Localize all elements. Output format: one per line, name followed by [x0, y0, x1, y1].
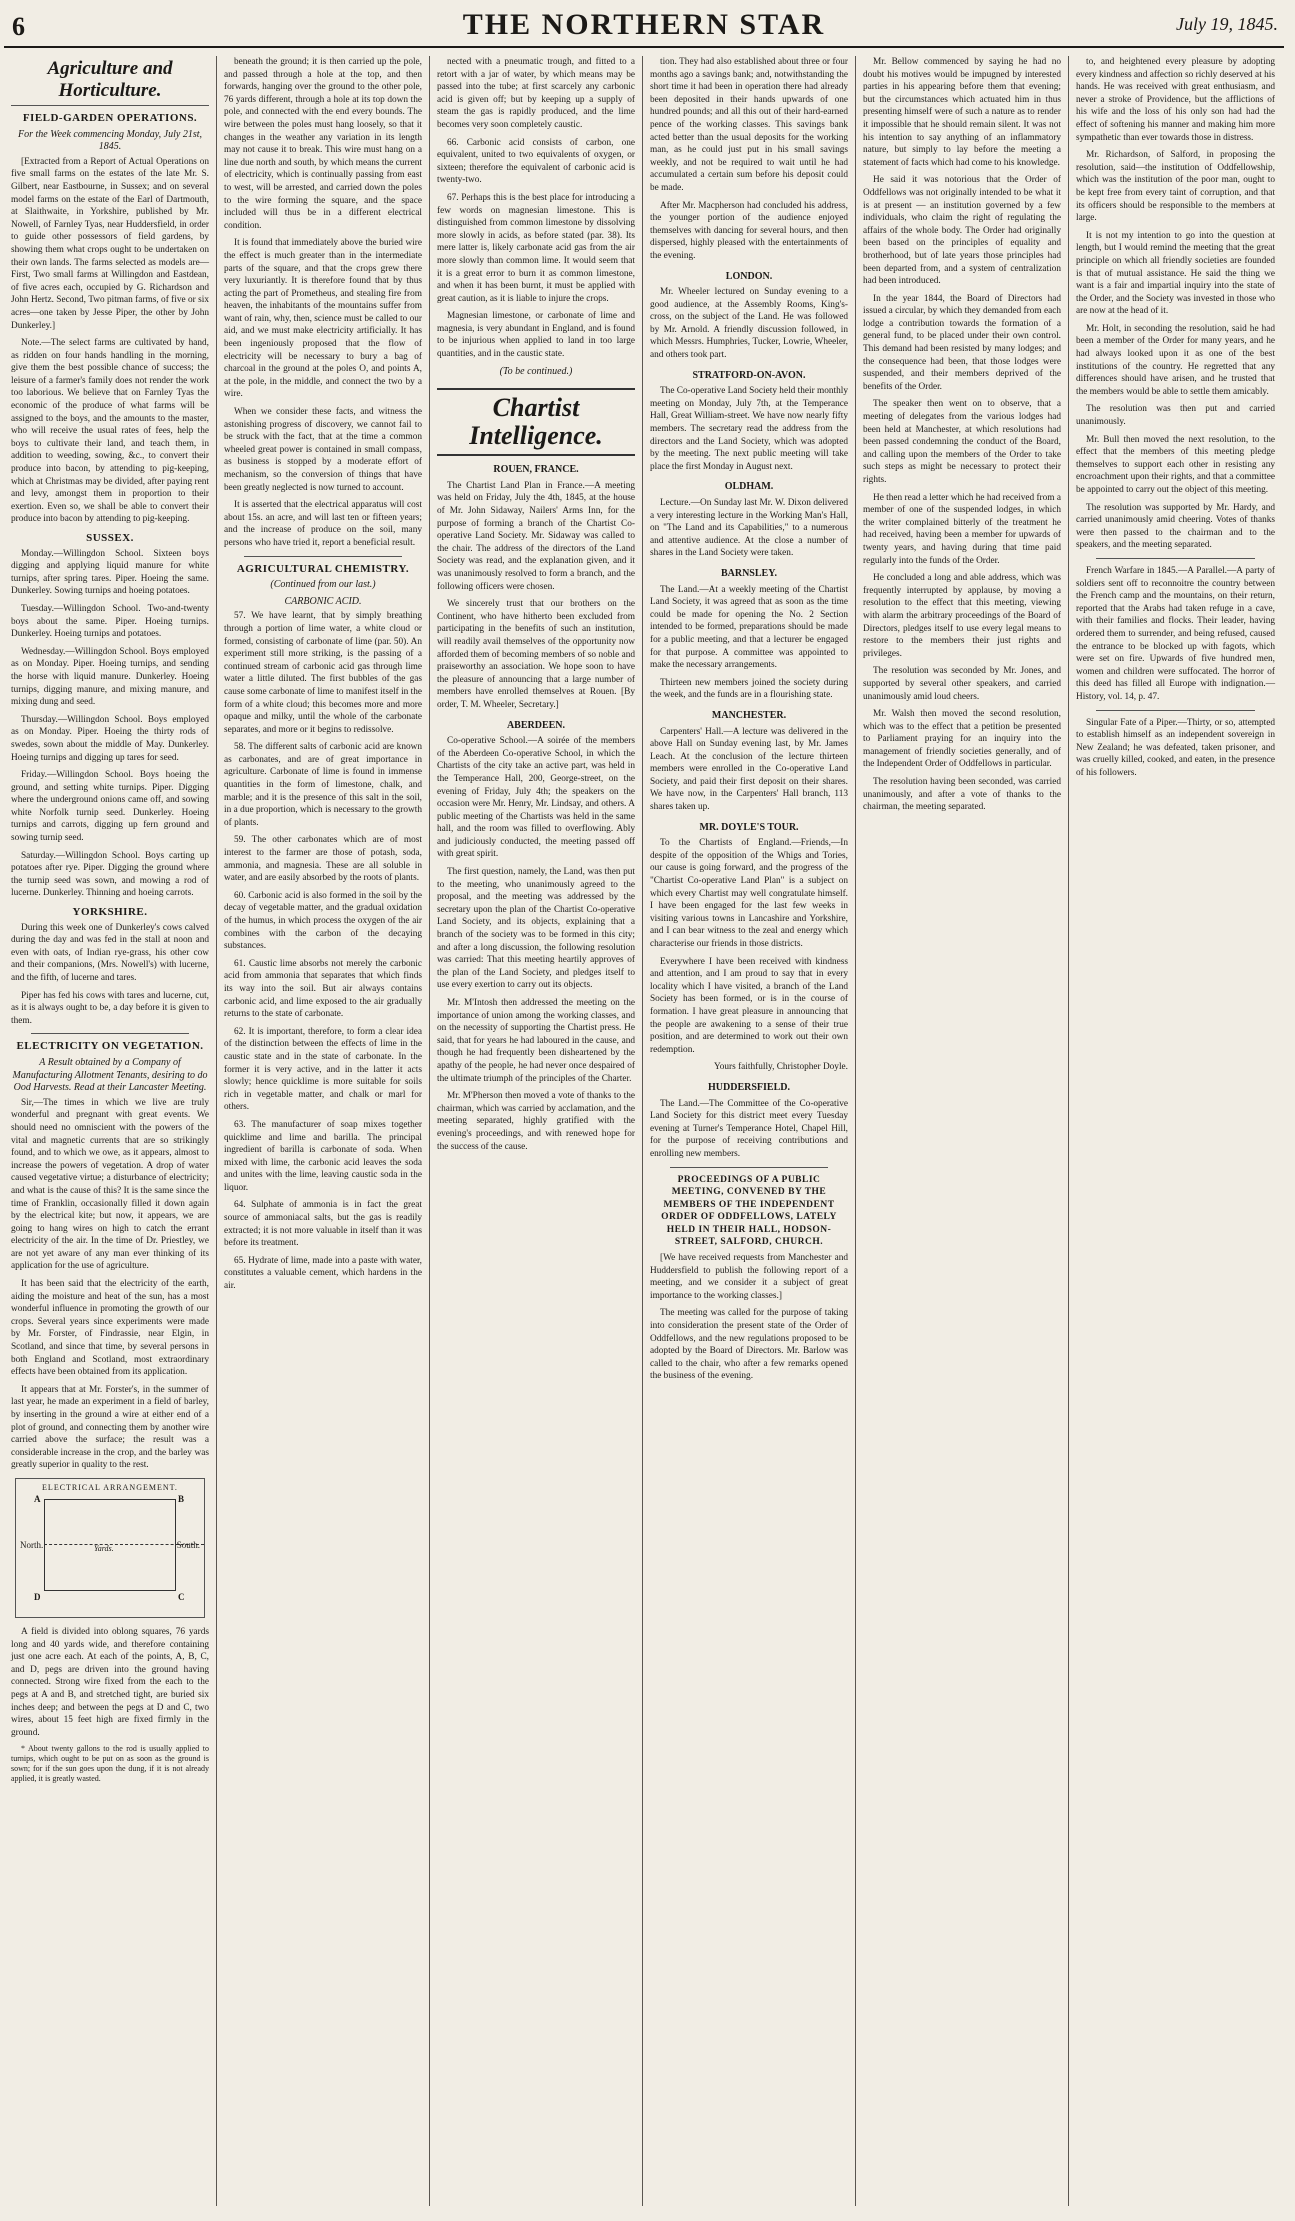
paragraph: He then read a letter which he had received from a member of one of the suspended lodges, in which the writer complained bitterly of the treatment he had received, having been a member for upwards of twenty years, and having during that time paid regularly into the funds of the Order. — [863, 492, 1061, 566]
paragraph: When we consider these facts, and witness the astonishing progress of discovery, we cannot fail to be struck with the fact, that at the time a common wheeled great power is contained in small compass, as business is stopped by a moderate effort of mechanism, so the conversion of things that have been greatly neglected is now turned to account. — [224, 407, 422, 493]
paragraph: Everywhere I have been received with kindness and attention, and I am proud to say that in every locality which I have visited, a branch of the Land Society has been formed, or is in the course of formation. I have great pleasure in announcing that the people are awakening to a sense of their true position, and are determined to work out their own redemption. — [650, 956, 848, 1055]
section-title-chartist: Chartist Intelligence. — [437, 388, 635, 456]
diagram-title: ELECTRICAL ARRANGEMENT. — [42, 1482, 178, 1492]
paragraph: A field is divided into oblong squares, 76 yards long and 40 yards wide, and therefore containing just one acre each. At each of the points, A, B, C, and D, pegs are driven into the ground having connected. Strong wire fixed from the each to the pegs at A and B, and stretched tight, are buried six inches deep; and between the pegs at D and C, two wires, about 15 feet high are fixed firmly in the ground. — [11, 1626, 209, 1738]
column-5 — [856, 56, 1069, 2206]
diagram-label-b: B — [178, 1493, 185, 1504]
continued-note: (Continued from our last.) — [270, 579, 376, 591]
heading-barnsley: BARNSLEY. — [720, 567, 778, 579]
footnote: * About twenty gallons to the rod is usually applied to turnips, which ought to be put on as soon as the ground is sown; for if the sun goes upon the dung, if it is not already applied, it is greatly wasted. — [11, 1744, 209, 1784]
paragraph: Mr. Bull then moved the next resolution, to the effect that the members of this meeting pledge themselves to support each other in resisting any encroachment upon their rights, and that a committee be appointed to carry out the object of this meeting. — [1076, 434, 1275, 495]
paragraph: Sir,—The times in which we live are truly wonderful and pregnant with great events. We should need no omniscient with the powers of the vital and magnetic currents that are so strikingly found, and to which we owe, as it appears, almost to increase the powers of vegetation. A drop of water caused vegetative virtue; a disturbance of electricity; and what is the cause of this? It is the same since the time of Franklin, occasionally filled it down again by the electrical kite; but now, it appears, we are going to hang wires on high to catch the errant electricity of the air. In the time of Dr. Priestley, we are not yet aware of any man ever thinking of its application for the use of agriculture. — [11, 1097, 209, 1272]
paragraph: Note.—The select farms are cultivated by hand, as ridden on four hands handling in the morning, give them the best possible chance of success; the leisure of a farmer's family does not render the work too laborious. We believe that on Farnley Tyas the economic of the produce of what farms will be assigned to the boys, and the amounts to the master, who will receive the usual rates of fees, help the boys to cultivate their land, and teach them, in addition to weeding, sowing, &c., to convert their produce into bacon, by attending to pig-keeping, which at Christmas may be divided, after paying rent and levy, amongst them in proportion to their exertion. Even so, we shall be able to convert their produce into bacon by attending to pig-keeping. — [11, 338, 209, 525]
paragraph: It is not my intention to go into the question at length, but I would remind the meeting that the great principle on which all friendly societies are founded is that of mutual assistance. He said the thing we want is a fair and impartial inquiry into the state of the Order, and the Society was invested in those who are now at the head of it. — [1076, 230, 1275, 317]
paragraph: beneath the ground; it is then carried up the pole, and passed through a hole at the top, and then forwards, hanging over the ground to the other pole, 76 yards different, through a hole at its top down the pole, and connected with the end every bounds. The wire between the poles must hang loosely, so that it changes in the weather any variation in its length may not cause it to break. This wire must hang on a line due north and south, by which means the current of electricity, which is continually passing from east to west, will be arrested, and carried down the poles to the wire forming the square, and the space included will thus be in a different electrical condition. — [224, 57, 422, 231]
paragraph: It appears that at Mr. Forster's, in the summer of last year, he made an experiment in a field of barley, by inserting in the ground a wire at either end of a plot of ground, and connecting them by another wire carried above the surface; the result was a considerable increase in the crop, and the barley was greatly superior in quality to the rest. — [11, 1384, 209, 1471]
paragraph: 64. Sulphate of ammonia is in fact the great source of ammoniacal salts, but the gas is readily extracted; it is not more valuable in itself than it was before its treatment. — [224, 1200, 422, 1249]
paragraph: The resolution was supported by Mr. Hardy, and carried unanimously amid cheering. Votes of thanks were then passed to the chairman and to the speakers, and the meeting separated. — [1076, 502, 1275, 551]
paragraph: Co-operative School.—A soirée of the members of the Aberdeen Co-operative School, in which the Chartists of the city take an active part, was held in the Temperance Hall, 200, George-street, on the evening of Friday, July 4th; the speakers on the occasion were Mr. Henry, Mr. Lindsay, and others. A public meeting of the Chartists was held in the same hall, and the room was filled to overflowing. Ably and judiciously conducted, the meeting passed off with great spirit. — [437, 736, 635, 860]
heading-field-garden: FIELD-GARDEN OPERATIONS. — [22, 112, 198, 124]
heading-yorkshire: YORKSHIRE. — [72, 906, 148, 919]
heading-sussex: SUSSEX. — [86, 532, 134, 544]
paragraph: We sincerely trust that our brothers on the Continent, who have hitherto been excluded from participating in the benefits of such an institution, will readily avail themselves of the opportunity now afforded them of becoming members of so noble and praiseworthy an association. We hope soon to have the pleasure of announcing that a large number of members have enrolled themselves at Rouen. [By order, T. M. Wheeler, Secretary.] — [437, 599, 635, 710]
paragraph: The meeting was called for the purpose of taking into consideration the present state of the Order of Oddfellows, and the new regulations proposed to be adopted by the Board of Directors. Mr. Barlow was called to the chair, who after a few remarks opened the business of the evening. — [650, 1308, 848, 1382]
diagram-label-yards: Yards. — [94, 1543, 114, 1553]
diagram-label-north: North. — [20, 1539, 44, 1550]
column-3 — [430, 56, 643, 2206]
paragraph: It is found that immediately above the buried wire the effect is much greater than in the intermediate parts of the square, and that the crops grew there very luxuriantly. It is therefore found that by thus acting the part of Prometheus, and stealing fire from heaven, the inhabitants of the mountains suffer from want of rain, why, then, science must be called to our aid, and we must make electricity artificially. It has been ingeniously proposed that the flow of electricity will be necessary to bury a bag of charcoal in the ground at the poles O, and points A, at the pole, in the middle, and connect the two by a wire. — [224, 238, 422, 400]
paragraph-french-warfare: French Warfare in 1845.—A Parallel.—A party of soldiers sent off to reconnoitre the country between the French camp and the mountains, on their return, reported that the Arabs had taken refuge in a cave, with their families and flocks. Their leader, having ordered them to surrender, and being refused, caused the entrance to be blocked up with fagots, which were set on fire. Upwards of five hundred men, women and children were suffocated. The horror of this deed has filled all Europe with indignation.—History, vol. 14, p. 47. — [1076, 565, 1275, 702]
heading-stratford: STRATFORD-ON-AVON. — [692, 369, 806, 381]
paragraph: 67. Perhaps this is the best place for introducing a few words on magnesian limestone. This is distinguished from common limestone by dissolving more slowly in acids, as before stated (par. 38). Its mere latter is, likely carbonate acid gas from the air more slowly than common lime. It would seem that it is a great error to burn it as common limestone, and when it has been burnt, it must be applied with great caution, as it is liable to injure the crops. — [437, 192, 635, 304]
divider — [1096, 710, 1255, 711]
paragraph: Thirteen new members joined the society during the week, and the funds are in a flourishing state. — [650, 677, 848, 701]
paragraph: 57. We have learnt, that by simply breathing through a portion of lime water, a white cloud or formed, consisting of carbonate of lime (par. 50). An experiment still more striking, is the passing of a continued stream of carbonic acid gas through lime water a little diluted. The first bubbles of the gas cause some carbonate of lime to manifest itself in the form of a white cloud; this becomes more and more opaque and milky, until the whole of the carbonate separates, and more or it begins to redissolve. — [224, 611, 423, 735]
heading-aberdeen: ABERDEEN. — [506, 719, 566, 731]
heading-huddersfield: HUDDERSFIELD. — [708, 1081, 790, 1093]
heading-oldham: OLDHAM. — [724, 481, 774, 493]
heading-carbonic-acid: CARBONIC ACID. — [284, 595, 362, 607]
paragraph: 59. The other carbonates which are of most interest to the farmer are those of potash, soda, ammonia, and magnesia. These are all soluble in water, and are easily absorbed by the roots of plants. — [224, 835, 422, 884]
paragraph: Carpenters' Hall.—A lecture was delivered in the above Hall on Sunday evening last, by Mr. James Leach. At the conclusion of the lecture thirteen members were enrolled in the Co-operative Land Society, and paid their first deposit on their shares. We have now, in the Carpenters' Hall branch, 113 shares taken up. — [650, 726, 848, 813]
column-2 — [217, 56, 430, 2206]
paragraph: The Land.—At a weekly meeting of the Chartist Land Society, it was agreed that as soon as the time could be made for opening the No. 2 Section intended to be formed, preparations should be made for a public meeting, and that a lecturer be engaged for that purpose. A committee was appointed to make the necessary arrangements. — [650, 584, 848, 671]
paragraph: Mr. Holt, in seconding the resolution, said he had been a member of the Order for many years, and he had always looked upon it as one of the best institutions of the country. He regretted that any differences should have arisen, and he trusted that the members would be able to settle them amicably. — [1076, 323, 1275, 397]
paragraph: The resolution was seconded by Mr. Jones, and supported by several other speakers, and carried unanimously amid loud cheers. — [863, 666, 1061, 702]
paragraph: 58. The different salts of carbonic acid are known as carbonates, and are of great importance in agriculture. Carbonate of lime is found in immense quantities in the form of limestone, chalk, and marble; and it is the presence of this salt in the soil, in a due proportion, which is necessary to the growth of plants. — [224, 742, 422, 828]
heading-rouen: ROUEN, FRANCE. — [493, 464, 579, 476]
electricity-intro: A Result obtained by a Company of Manufacturing Allotment Tenants, desiring to do Ood Harvests. Read at their Lancaster Meeting. — [12, 1056, 208, 1094]
paragraph: 66. Carbonic acid consists of carbon, one equivalent, united to two equivalents of oxygen, or sixteen; therefore the equivalent of carbonic acid is twenty-two. — [437, 137, 635, 186]
paragraph: The resolution was then put and carried unanimously. — [1076, 404, 1275, 428]
paragraph: [Extracted from a Report of Actual Operations on five small farms on the estates of the late Mr. S. Gilbert, near Eastbourne, in Sussex; and on several model farms on the estate of the Earl of Dartmouth, at Slaithwaite, in Yorkshire, published by Mr. Nowell, of Farnley Tyas, near Huddersfield, in order to guide other possessors of field gardens, by showing them what crops ought to be undertaken on their own lands. The farms selected as models are—First, Two small farms at Willingdon and Eastdean, of five acres each, occupied by G. Richardson and John Hertz. Second, Two pitman farms, of five or six acres—one taken by Jesse Piper, the other by John Dunkerley.] — [11, 156, 209, 331]
paragraph: Mr. M'Intosh then addressed the meeting on the importance of union among the working classes, and on the necessity of supporting the Chartist press. He said, that for years he had laboured in the cause, and though he had frequently been disheartened by the apathy of the people, he had never once despaired of the ultimate triumph of the principles of the Charter. — [437, 998, 635, 1084]
columns — [4, 56, 1284, 2206]
paragraph: Mr. Wheeler lectured on Sunday evening to a good audience, at the Assembly Rooms, King's-cross, on the subject of the Land. He was followed by Mr. Arnold. A friendly discussion followed, in which Messrs. Humphries, Tucker, Lowrie, Wheeler, and others took part. — [650, 287, 848, 361]
paragraph: Magnesian limestone, or carbonate of lime and magnesia, is very abundant in England, and is found to be injurious when applied to land in too large quantities, and in the caustic state. — [437, 311, 635, 360]
divider — [244, 556, 402, 557]
paragraph: Friday.—Willingdon School. Boys hoeing the ground, and setting white turnips. Piper. Digging where the underground onions came off, and sowing white Norfolk turnip seed. Dunkerley. Hoeing turnips and carrots, digging up fern ground and sowing turnip seed. — [11, 770, 209, 844]
paragraph: 61. Caustic lime absorbs not merely the carbonic acid from ammonia that separates that which finds its way into the soil. But air always contains carbonic acid, and lime exposed to the air gradually returns to the state of carbonate. — [224, 958, 422, 1020]
heading-agricultural-chemistry: AGRICULTURAL CHEMISTRY. — [236, 562, 410, 575]
paragraph-singular-fate: Singular Fate of a Piper.—Thirty, or so, attempted to establish himself as an independent sovereign in New Zealand; he was defeated, taken prisoner, and was cruelly killed, cooked, and eaten, in the presence of his followers. — [1076, 717, 1275, 778]
divider — [31, 1033, 189, 1034]
page-header — [4, 6, 1284, 48]
divider — [1096, 558, 1255, 559]
diagram-label-a: A — [34, 1493, 41, 1504]
heading-doyle-tour: MR. DOYLE'S TOUR. — [699, 821, 799, 833]
paragraph: tion. They had also established about three or four months ago a savings bank; and, notwithstanding the short time it had been in operation there had already been deposited in their hands upwards of one hundred pounds; and all this out of their hard-earned pence of the working classes. This savings bank acted better than the usual deposits for the working man, as he could just put in his small savings weekly, and not be required to wait until he had accumulated a certain sum before his deposit could be made. — [650, 57, 848, 193]
paragraph: 63. The manufacturer of soap mixes together quicklime and lime and barilla. The principal ingredient of barilla is carbonate of soda. When mixed with lime, the carbonic acid leaves the soda and unites with the lime, leaving caustic soda in the liquor. — [224, 1119, 422, 1193]
paragraph: Wednesday.—Willingdon School. Boys employed as on Monday. Piper. Hoeing turnips, and sending the horse with liquid manure. Dunkerley. Hoeing turnips, digging manure, and mixing manure, and mixing dung and seed. — [11, 646, 209, 708]
paragraph: Piper has fed his cows with tares and lucerne, cut, as it is always ought to be, a day before it is given to them. — [11, 990, 209, 1026]
paragraph: The Co-operative Land Society held their monthly meeting on Monday, July 7th, at the Temperance Hall, Great William-street. We have now nearly fifty members. The secretary read the address from the directors and the Land Society, which was adopted by the meeting. The next public meeting will take place the first Monday in August next. — [650, 386, 848, 472]
paragraph: In the year 1844, the Board of Directors had issued a circular, by which they demanded from each lodge a contribution towards the formation of a general fund, to be placed under their own control. This demand had been resisted by many lodges; and the consequence had been, that those lodges were suspended, and their members deprived of the benefits of the Order. — [863, 293, 1061, 392]
paragraph: Mr. Richardson, of Salford, in proposing the resolution, said—the institution of Oddfellowship, which was the institution of the poor man, ought to be kept free from every taint of corruption, and that its officers should be responsible to the members at large. — [1076, 150, 1275, 224]
diagram-label-c: C — [178, 1591, 185, 1602]
paragraph: Saturday.—Willingdon School. Boys carting up potatoes after rye. Piper. Digging the ground where the turnip seed was sown, and mowing a rod of lucerne. Dunkerley. Thinning and hoeing carrots. — [11, 850, 209, 899]
paragraph: He said it was notorious that the Order of Oddfellows was not originally intended to be what it is at present — an institution governed by a few individuals, who claim the right of regulating the affairs of the whole body. The Order had originally been based on the principles of equality and brotherhood, but of late years those principles had been departed from, and a system of centralization had been introduced. — [863, 175, 1061, 287]
paragraph: Tuesday.—Willingdon School. Two-and-twenty boys about the same. Piper. Hoeing turnips. Dunkerley. Hoeing turnips and potatoes. — [11, 603, 209, 640]
paragraph: Mr. M'Pherson then moved a vote of thanks to the chairman, which was carried by acclamation, and the meeting separated, highly gratified with the evening's proceedings, and with renewed hope for the success of the cause. — [437, 1091, 635, 1152]
paragraph: The Chartist Land Plan in France.—A meeting was held on Friday, July the 4th, 1845, at the house of Mr. John Sidaway, Nailers' Arms Inn, for the purpose of forming a branch of the Chartist Co-operative Land Society. Mr. Sidaway was called to the chair. The address of the directors of the Land Society was read, and the explanation given, and it was unanimously resolved to form a branch, and the following officers were chosen. — [437, 480, 635, 592]
to-be-continued: (To be continued.) — [499, 365, 573, 377]
paragraph: During this week one of Dunkerley's cows calved during the day and was fed in the stall at noon and even with oats, of Indian rye-grass, his other cow and their companions, (Mrs. Nowell's) with lucerne, and the fifth, of lucerne and tares. — [11, 922, 209, 983]
page-number: 6 — [12, 12, 25, 41]
paragraph: nected with a pneumatic trough, and fitted to a retort with a jar of water, by which means may be passed into the tube; at first scarcely any carbonic acid is given off; but by keeping up a supply of steam the gas is rapidly produced, and the lime becomes very soon completely caustic. — [437, 57, 635, 130]
newspaper-page — [4, 0, 1284, 2221]
diagram-label-d: D — [34, 1591, 41, 1602]
paragraph: He concluded a long and able address, which was frequently interrupted by applause, by moving a resolution to the effect that this meeting, viewing with alarm the arbitrary proceedings of the Board of Directors, pledges itself to use every legal means to restore to the members their just rights and privileges. — [863, 573, 1061, 659]
column-1 — [4, 56, 217, 2206]
paragraph: After Mr. Macpherson had concluded his address, the younger portion of the audience enjoyed themselves with dancing for several hours, and then dispersed, highly pleased with the entertainments of the evening. — [650, 200, 848, 261]
paragraph: Mr. Walsh then moved the second resolution, which was to the effect that a petition be presented to Parliament praying for an inquiry into the management of friendly societies generally, and of the Independent Order of Oddfellows in particular. — [863, 709, 1061, 770]
masthead: THE NORTHERN STAR — [462, 8, 826, 41]
paragraph: [We have received requests from Manchester and Huddersfield to publish the following report of a meeting, and we consider it a subject of great importance to the working classes.] — [650, 1253, 848, 1301]
section-title-agriculture: Agriculture and Horticulture. — [11, 58, 209, 106]
paragraph: Lecture.—On Sunday last Mr. W. Dixon delivered a very interesting lecture in the Working Man's Hall, on "The Land and its Capabilities," to a numerous and attentive audience. At the close a number of shares in the Land Society were taken. — [650, 498, 848, 559]
paragraph: 62. It is important, therefore, to form a clear idea of the distinction between the effects of lime in the caustic state and in the state of carbonate. In the former it is very active, and in the latter it acts slowly; hence quicklime is more suitable for soils rich in vegetable matter, and chalk or marl for others. — [224, 1026, 422, 1113]
subheading-week: For the Week commencing Monday, July 21st, 1845. — [17, 128, 203, 153]
paragraph: 65. Hydrate of lime, made into a paste with water, constitutes a valuable cement, which hardens in the air. — [224, 1255, 422, 1292]
paragraph: The first question, namely, the Land, was then put to the meeting, who unanimously agreed to the proposal, and the meeting was addressed by the secretary upon the plan of the Chartist Co-operative Land Society, and its objects, explaining that a branch of the society was to be formed in this city; and after a long discussion, the following resolution was carried: That this meeting heartily approves of the plan of the Land Society, and pledges itself to use every exertion to carry out its objects. — [437, 867, 635, 991]
paragraph: 60. Carbonic acid is also formed in the soil by the decay of vegetable matter, and the gradual oxidation of the humus, in which process the oxygen of the air combines with the carbon of the decaying substances. — [224, 890, 422, 952]
paragraph: The speaker then went on to observe, that a meeting of delegates from the various lodges had been held at Manchester, at which resolutions had been passed condemning the conduct of the Board, and calling upon the members of the Order to take such steps as might be necessary to protect their rights. — [863, 399, 1061, 485]
heading-electricity: ELECTRICITY ON VEGETATION. — [16, 1040, 204, 1053]
paragraph: Monday.—Willingdon School. Sixteen boys digging and applying liquid manure for white turnips, after spring tares. Piper. Hoeing the same. Dunkerley. Sowing turnips and hoeing potatoes. — [11, 548, 209, 597]
paragraph: The Land.—The Committee of the Co-operative Land Society for this district meet every Tuesday evening at Turner's Temperance Hotel, Chapel Hill, for the purpose of receiving contributions and enrolling new members. — [650, 1098, 848, 1159]
heading-london: LONDON. — [725, 270, 773, 282]
electrical-arrangement-diagram — [15, 1478, 205, 1618]
paragraph: It is asserted that the electrical apparatus will cost about 15s. an acre, and will last ten or fifteen years; and the increase of produce on the soil, many persons who have tried it, report a beneficial result. — [224, 500, 422, 548]
heading-proceedings: PROCEEDINGS OF A PUBLIC MEETING, CONVENED BY THE MEMBERS OF THE INDEPENDENT ORDER OF ODDFELLOWS, LATELY HELD IN THEIR HALL, HODSON-STREET, SALFORD, CHURCH. — [661, 1174, 837, 1248]
divider — [670, 1167, 828, 1168]
issue-date: July 19, 1845. — [1176, 14, 1278, 34]
paragraph: The resolution having been seconded, was carried unanimously, and after a vote of thanks to the chairman, the meeting separated. — [863, 777, 1061, 813]
heading-manchester: MANCHESTER. — [711, 709, 787, 721]
column-6 — [1069, 56, 1282, 2206]
paragraph: Thursday.—Willingdon School. Boys employed as on Monday. Piper. Hoeing the thirty rods of swedes, sown about the middle of May. Dunkerley. Hoeing turnips and digging up tares for seed. — [11, 714, 209, 763]
paragraph: Mr. Bellow commenced by saying he had no doubt his motives would be impugned by interested parties in his appearing before them that evening; but the circumstances which actuated him in thus presenting himself were of such a nature as to render it impossible that he should remain silent. It was not his intention to say anything of an inflammatory nature, but simply to lay before the meeting a statement of facts which had come to his knowledge. — [863, 57, 1061, 168]
diagram-label-south: South. — [176, 1539, 200, 1550]
paragraph: To the Chartists of England.—Friends,—In despite of the opposition of the Whigs and Tories, our cause is going forward, and the progress of the "Chartist Co-operative Land Plan" is a subject on which every Chartist may well congratulate himself. I have been engaged for the last few weeks in visiting various towns in Lancashire and Yorkshire, and I can bear witness to the zeal and energy which characterise our friends in those districts. — [650, 838, 848, 949]
paragraph: to, and heightened every pleasure by adopting every kindness and affection so richly deserved at his hands. He was received with great enthusiasm, and never a stroke of Providence, but the afflictions of his wife and the loss of his only son had had the effect of softening his manner and making him more sympathetic than ever towards those in distress. — [1076, 57, 1275, 143]
column-4 — [643, 56, 856, 2206]
signature: Yours faithfully, Christopher Doyle. — [713, 1062, 848, 1073]
paragraph: It has been said that the electricity of the earth, aiding the moisture and heat of the sun, has a most wonderful influence in promoting the growth of our crops. Several years since experiments were made by Mr. Forster, of Findrassie, near Elgin, in Scotland, and since that time, by several persons in both England and Scotland, most extraordinary effects have been obtained from its application. — [11, 1279, 209, 1378]
